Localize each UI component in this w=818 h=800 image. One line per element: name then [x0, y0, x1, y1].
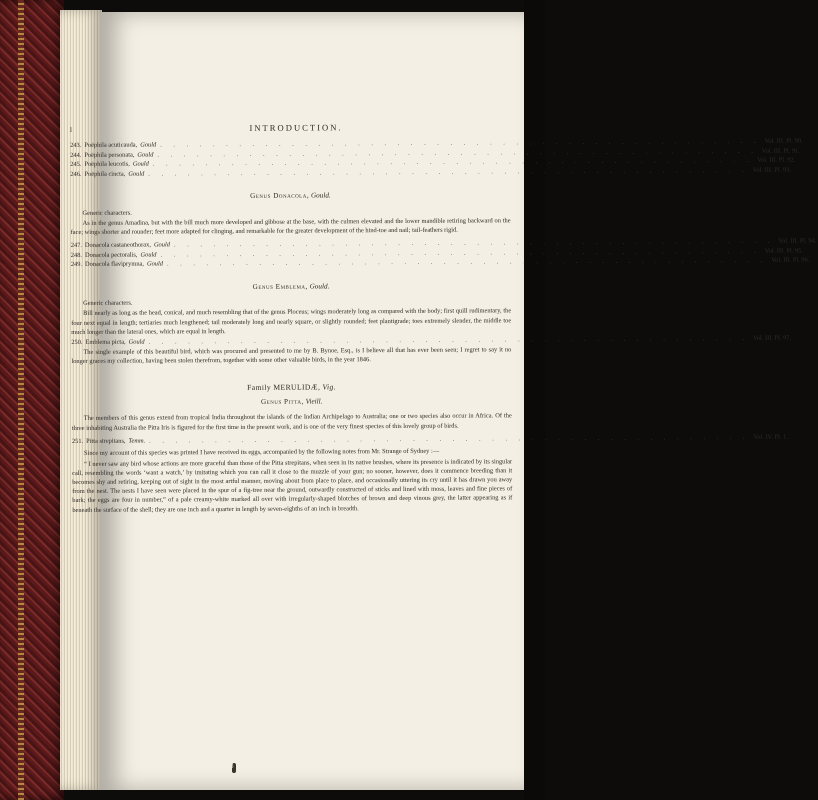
generic-characters-label: Generic characters.	[83, 299, 133, 308]
running-head: INTRODUCTION.	[249, 122, 343, 133]
dot-leader: . . . . . . . . . . . . . . . . . . . . . . . . . . . . . . . . . . . . . . . . . . . . . .	[157, 147, 758, 159]
genus-description: Bill nearly as long as the head, conical, and much resembling that of the genus Ploceus; wings moderately long as compared with the body; first quill rudimentary, the four next equal in length; tertiaries much lengthened; tail moderately long and nearly square, or slightly rounded; feet plantigrade; toes extremely slender, the middle toe much longer than the lateral ones, which are equal in length.	[71, 307, 512, 336]
genus-description: As in the genus Amadina, but with the bill much more developed and gibbose at the base, with the culmen elevated and the lower mandible retiring backward on the face; wings shorter and rounder; feet more adapted for clinging, and remarkable for the greater development of the hind-toe and nail; tail-feathers rigid.	[70, 217, 511, 236]
species-entry: 246. Poëphila cincta, Gould . . . . . . . . . . . . . . . . . . . . . . . . . . . . . . . . . . . . . . . . . . . . . . Vol. III. Pl. 93.	[70, 166, 791, 178]
dot-leader: . . . . . . . . . . . . . . . . . . . . . . . . . . . . . . . . . . . . . . . . . . . . . .	[148, 166, 749, 178]
species-entry: 248. Donacola pectoralis, Gould . . . . . . . . . . . . . . . . . . . . . . . . . . . . . . . . . . . . . . . . . . . . . . Vol. III. Pl. 95.	[70, 247, 803, 259]
genus-description: The members of this genus extend from tropical India throughout the islands of the Indian Archipelago to Australia; one or two species also occur in Africa. Of the three inhabiting Australia the Pitta Iris is figured for the first time in the present work, and is one of the very finest species of this lovely group of birds.	[71, 412, 512, 432]
family-heading: Family MERULIDÆ, Vig.	[247, 382, 337, 392]
dot-leader: . . . . . . . . . . . . . . . . . . . . . . . . . . . . . . . . . . . . . . . . . . . . . .	[166, 257, 768, 268]
species-entry: 243. Poëphila acuticauda, Gould . . . . . . . . . . . . . . . . . . . . . . . . . . . . . . . . . . . . . . . . . . . . . . Vol. III. Pl. 90.	[70, 137, 803, 149]
species-entry: 251. Pitta strepitans, Temm. . . . . . . . . . . . . . . . . . . . . . . . . . . . . . . . . . . . . . . . . . . . . . . Vol. IV. Pl. 1.	[71, 433, 788, 445]
dot-leader: . . . . . . . . . . . . . . . . . . . . . . . . . . . . . . . . . . . . . . . . . . . . . .	[160, 137, 761, 149]
dot-leader: . . . . . . . . . . . . . . . . . . . . . . . . . . . . . . . . . . . . . . . . . . . . . .	[173, 237, 775, 249]
entry-list-poephila	[70, 137, 803, 179]
page-foot-mark: 8	[232, 763, 236, 773]
page-folio: l	[70, 125, 73, 134]
dot-leader: . . . . . . . . . . . . . . . . . . . . . . . . . . . . . . . . . . . . . . . . . . . . . .	[149, 433, 750, 445]
quoted-observation: “ I never saw any bird whose actions are more graceful than those of the Pitta strepitans, when seen in its native brushes, where its presence is indicated by its singular call, resembling the words ‘want a watch,’ by imitating which you can call it close to the muzzle of your gun; no sooner, however, does it commence breeding than it becomes shy and retiring, keeping out of sight in the most artful manner, moving about from place to place, and occasionally uttering its cry until it has drawn you away from the nest. The nests I have seen were placed in the spur of a fig-tree near the ground, outwardly constructed of sticks and lined with moss, leaves and fine pieces of bark; the eggs are four in number,” of a pale creamy-white marked all over with irregularly-shaped blotches of brown and deep vinous grey, the latter appearing as if beneath the surface of the shell; they are one inch and a quarter in length by seven-eighths of an inch in breadth.	[72, 457, 513, 514]
species-entry: 244. Poëphila personata, Gould . . . . . . . . . . . . . . . . . . . . . . . . . . . . . . . . . . . . . . . . . . . . . . Vol. III. Pl. 91.	[70, 147, 800, 159]
background-right	[524, 0, 546, 800]
species-note: The single example of this beautiful bird, which was procured and presented to me by B. Bynoe, Esq., is I believe all that has ever been seen; I regret to say it no longer graces my collection, having been stolen therefrom, together with some other valuable birds, in the year 1846.	[71, 345, 512, 365]
dot-leader: . . . . . . . . . . . . . . . . . . . . . . . . . . . . . . . . . . . . . . . . . . . . . .	[160, 247, 761, 259]
genus-heading-pitta: Genus Pitta, Vieill.	[260, 397, 323, 407]
dot-leader: . . . . . . . . . . . . . . . . . . . . . . . . . . . . . . . . . . . . . . . . . . . . . .	[152, 157, 754, 168]
species-entry: 250. Emblema picta, Gould . . . . . . . . . . . . . . . . . . . . . . . . . . . . . . . . . . . . . . . . . . . . . . Vol. III. Pl. 97.	[71, 334, 792, 346]
species-entry: 249. Donacola flaviprymna, Gould . . . . . . . . . . . . . . . . . . . . . . . . . . . . . . . . . . . . . . . . . . . . . . Vol. III. Pl. 96.	[70, 256, 810, 269]
species-entry: 247. Donacola castaneothorax, Gould . . . . . . . . . . . . . . . . . . . . . . . . . . . . . . . . . . . . . . . . . . . . . . Vol. III. Pl. 94.	[70, 237, 817, 250]
generic-characters-label: Generic characters.	[82, 209, 132, 217]
genus-heading-donacola: Genus Donacola, Gould.	[250, 191, 331, 201]
genus-heading-emblema: Genus Emblema, Gould.	[252, 282, 330, 291]
book-cover-edge	[0, 0, 64, 800]
species-entry: 245. Poëphila leucotis, Gould . . . . . . . . . . . . . . . . . . . . . . . . . . . . . . . . . . . . . . . . . . . . . . Vol. III. Pl. 92.	[70, 156, 796, 169]
species-note: Since my account of this species was printed I have received its eggs, accompanied by the following notes from Mr. Strange of Sydney :—	[83, 448, 440, 458]
dot-leader: . . . . . . . . . . . . . . . . . . . . . . . . . . . . . . . . . . . . . . . . . . . . . .	[148, 334, 750, 346]
page-content	[70, 122, 817, 515]
entry-list-donacola	[70, 237, 817, 269]
